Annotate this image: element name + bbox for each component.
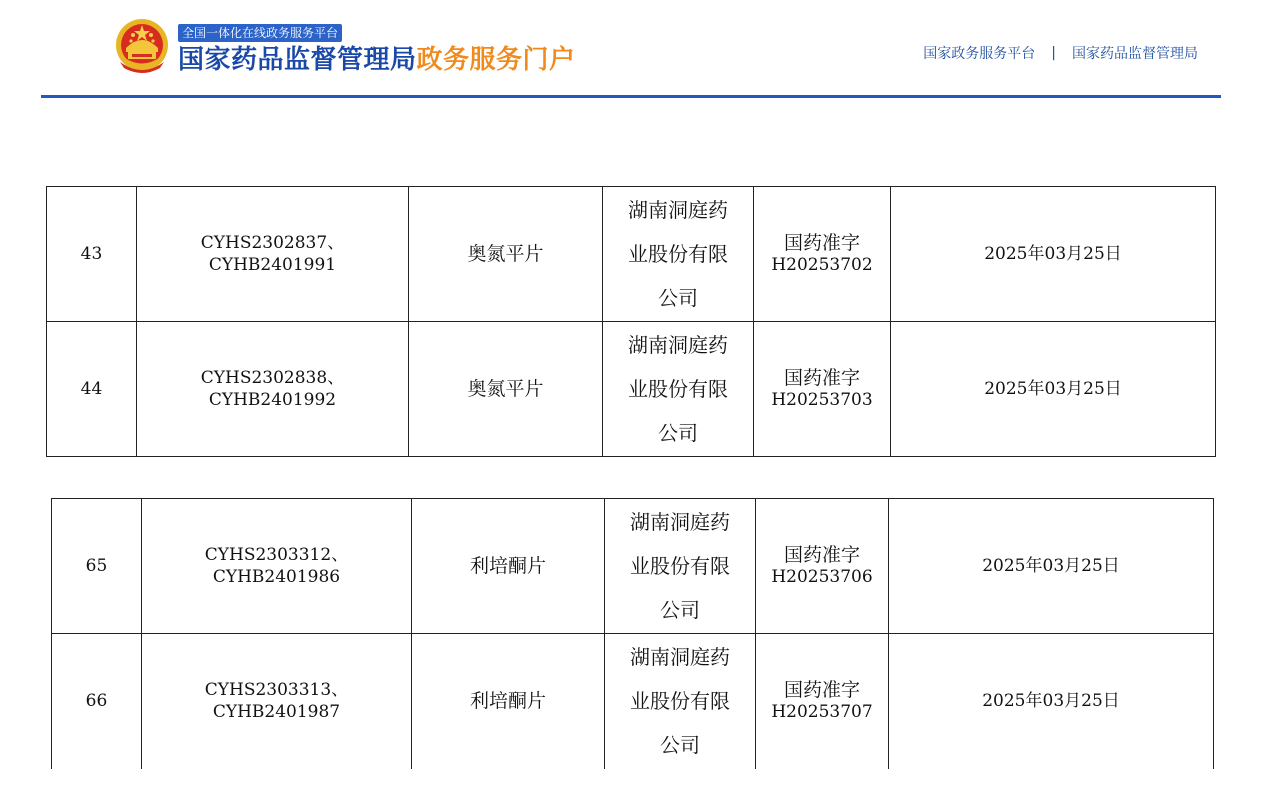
company-line-1: 湖南洞庭药 [628,198,728,222]
approval-code: H20253706 [771,567,873,587]
application-codes [137,187,409,322]
national-emblem-icon[interactable] [114,18,170,76]
approval-date: 2025年03月25日 [889,634,1214,769]
company-name [605,499,756,634]
approval-code: H20253703 [771,390,873,410]
approval-date: 2025年03月25日 [891,187,1216,322]
table-row [52,499,1214,634]
table-row [52,634,1214,769]
company-line-3: 公司 [658,286,698,310]
approval-code: H20253707 [771,702,873,723]
approval-table [51,498,1214,769]
approval-prefix: 国药准字 [783,544,860,566]
approval-code: H20253702 [771,255,873,275]
approval-prefix: 国药准字 [783,679,860,702]
approval-table [46,186,1216,457]
approval-date: 2025年03月25日 [889,499,1214,634]
site-header [0,0,1280,100]
row-number: 66 [52,634,142,769]
company-line-2: 业股份有限 [628,377,728,401]
company-line-3: 公司 [660,733,700,758]
approval-number [754,187,891,322]
application-codes [142,499,412,634]
platform-tag: 全国一体化在线政务服务平台 [178,24,342,42]
application-code-1: CYHS2302838、 [200,368,345,388]
drug-name: 奥氮平片 [409,322,603,457]
company-line-1: 湖南洞庭药 [630,510,730,534]
row-number: 43 [47,187,137,322]
company-line-2: 业股份有限 [628,242,728,266]
application-code-1: CYHS2303312、 [204,545,349,565]
approval-date: 2025年03月25日 [891,322,1216,457]
link-separator: | [1051,45,1056,61]
application-code-2: CYHB2401987 [212,702,341,723]
application-code-2: CYHB2401991 [208,255,337,275]
drug-name: 奥氮平片 [409,187,603,322]
company-line-1: 湖南洞庭药 [628,333,728,357]
company-line-3: 公司 [660,598,700,622]
link-national-gov-service[interactable]: 国家政务服务平台 [923,46,1036,62]
site-title-agency: 国家药品监督管理局 [178,45,417,75]
site-title[interactable] [178,44,576,76]
company-line-1: 湖南洞庭药 [630,645,730,670]
application-code-1: CYHS2302837、 [200,233,345,253]
company-line-2: 业股份有限 [630,689,730,714]
approval-number [754,322,891,457]
approval-prefix: 国药准字 [783,367,860,389]
header-divider [41,95,1221,98]
table-row [47,187,1216,322]
site-title-portal: 政务服务门户 [416,45,576,75]
application-codes [142,634,412,769]
approval-number [756,634,889,769]
company-name [603,322,754,457]
company-line-2: 业股份有限 [630,554,730,578]
application-code-2: CYHB2401992 [208,390,337,410]
top-links [923,43,1198,63]
company-line-3: 公司 [658,421,698,445]
application-code-2: CYHB2401986 [212,567,341,587]
application-code-1: CYHS2303313、 [204,680,349,701]
row-number: 65 [52,499,142,634]
drug-name: 利培酮片 [412,634,605,769]
row-number: 44 [47,322,137,457]
approval-number [756,499,889,634]
company-name [603,187,754,322]
table-row [47,322,1216,457]
drug-name: 利培酮片 [412,499,605,634]
company-name [605,634,756,769]
approval-prefix: 国药准字 [783,232,860,254]
application-codes [137,322,409,457]
link-nmpa[interactable]: 国家药品监督管理局 [1072,46,1198,62]
